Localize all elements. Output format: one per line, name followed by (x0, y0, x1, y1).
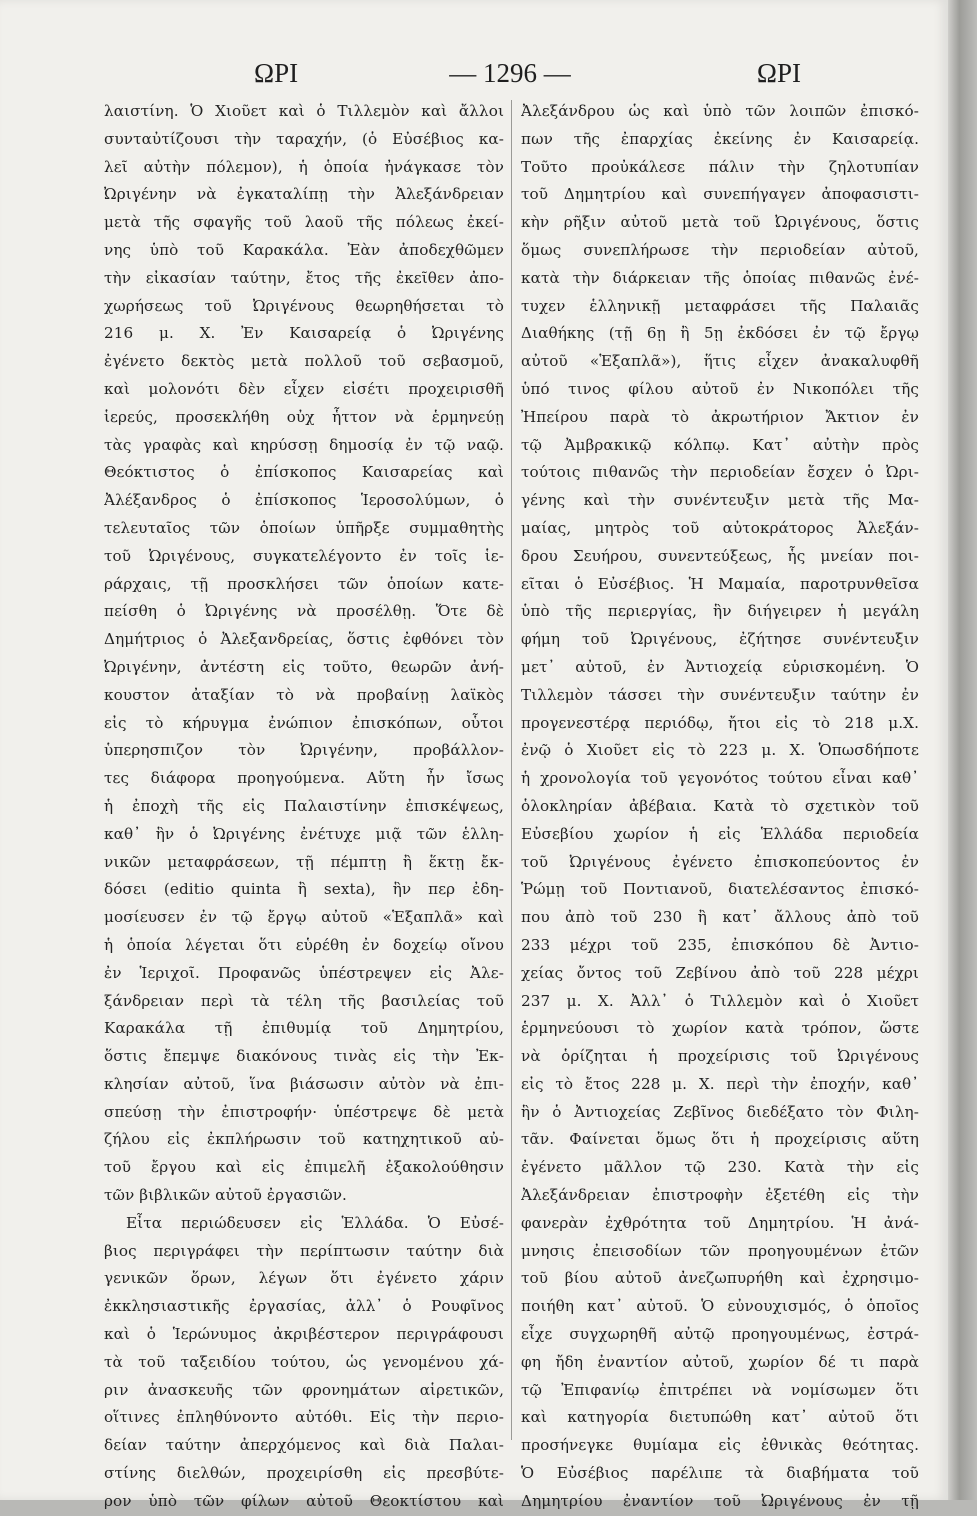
text-line: λεῖ αὐτὴν πόλεμον), ἡ ὁποία ἠνάγκασε τὸν (104, 157, 504, 176)
text-line: Ἠπείρου παρὰ τὸ ἀκρωτήριον Ἄκτιον ἐν (521, 407, 919, 426)
text-line: γένης καὶ τὴν συνέντευξιν μετὰ τῆς Μα- (521, 491, 919, 510)
column-divider (511, 100, 512, 1440)
text-line: ξάνδρειαν περὶ τὰ τέλη τῆς βασιλείας τοῦ (104, 991, 504, 1010)
text-line: εἶχε συγχωρηθῆ αὐτῷ προηγουμένως, ἐστρά- (521, 1325, 919, 1344)
text-line: 216 μ. Χ. Ἐν Καισαρείᾳ ὁ Ὠριγένης (104, 324, 504, 343)
text-line: τοῦ Ὠριγένους ἐγένετο ἐπισκοπεύοντος ἐν (521, 852, 919, 871)
text-line: φανερὰν ἐχθρότητα τοῦ Δημητρίου. Ἡ ἀνά- (521, 1213, 919, 1232)
text-line: γενικῶν ὅρων, λέγων ὅτι ἐγένετο χάριν (104, 1269, 504, 1288)
text-line: χείας ὄντος τοῦ Ζεβίνου ἀπὸ τοῦ 228 μέχρι (521, 963, 919, 982)
text-line: εἰς τὸ ἔτος 228 μ. Χ. περὶ τὴν ἐποχήν, καθ᾽ (521, 1074, 919, 1093)
text-line: προγενεστέρᾳ περιόδῳ, ἤτοι εἰς τὸ 218 μ.Χ. (521, 713, 919, 732)
text-line: ριν ἀνασκευῆς τῶν φρονημάτων αἱρετικῶν, (104, 1380, 504, 1399)
text-line: ἐνῷ ὁ Χιοῦετ εἰς τὸ 223 μ. Χ. Ὁπωσδήποτε (521, 741, 919, 760)
text-line: στίνης διελθών, προχειρίσθη εἰς πρεσβύτε- (104, 1464, 504, 1483)
text-line: 237 μ. Χ. Ἀλλ᾽ ὁ Τιλλεμὸν καὶ ὁ Χιοῦετ (521, 991, 919, 1010)
text-line: καὶ κατηγορία διετυπώθη κατ᾽ αὐτοῦ ὅτι (521, 1408, 919, 1427)
text-line: σπεύσῃ τὴν ἐπιστροφήν· ὑπέστρεψε δὲ μετὰ (104, 1102, 504, 1121)
book-spine-edge (948, 0, 977, 1500)
text-line: μνησις ἐπεισοδίων τῶν προηγουμένων ἐτῶν (521, 1241, 919, 1260)
text-line: ἡ ἐποχὴ τῆς εἰς Παλαιστίνην ἐπισκέψεως, (104, 796, 504, 815)
text-line: χωρήσεως τοῦ Ὠριγένους θεωρηθήσεται τὸ (104, 296, 504, 315)
text-line: κατὰ τὴν διάρκειαν τῆς ὁποίας πιθανῶς ἐνέ- (521, 268, 919, 287)
text-line: τὰς γραφὰς καὶ κηρύσσῃ δημοσίᾳ ἐν τῷ ναῷ. (104, 435, 504, 454)
running-header (104, 58, 916, 98)
text-line: Ὠριγένην, ἀντέστη εἰς τοῦτο, θεωρῶν ἀνή- (104, 657, 504, 676)
text-line: εἰς τὸ κήρυγμα ἐνώπιον ἐπισκόπων, οὗτοι (104, 713, 504, 732)
text-line: Ὁ Εὐσέβιος παρέλιπε τὰ διαβήματα τοῦ (521, 1464, 919, 1483)
text-line: Τιλλεμὸν τάσσει τὴν συνέντευξιν ταύτην ἐν (521, 685, 919, 704)
text-line: μετ᾽ αὐτοῦ, ἐν Ἀντιοχείᾳ εὑρισκομένη. Ὁ (521, 657, 919, 676)
text-line: ὅστις ἔπεμψε διακόνους τινὰς εἰς τὴν Ἐκ- (104, 1047, 504, 1066)
text-line: αὐτοῦ «Ἑξαπλᾶ»), ἥτις εἶχεν ἀνακαλυφθῆ (521, 352, 919, 371)
text-line: εῖται ὁ Εὐσέβιος. Ἡ Μαμαία, παροτρυνθεῖσα (521, 574, 919, 593)
text-line: καὶ ὁ Ἱερώνυμος ἀκριβέστερον περιγράφουσι (104, 1325, 504, 1344)
text-line: Ῥώμῃ τοῦ Ποντιανοῦ, διατελέσαντος ἐπισκό- (521, 880, 919, 899)
text-line: καὶ μολονότι δὲν εἶχεν εἰσέτι προχειρισθῆ (104, 379, 504, 398)
text-line: Ἀλεξάνδρου ὡς καὶ ὑπὸ τῶν λοιπῶν ἐπισκό- (521, 102, 919, 120)
text-line: Καρακάλα τῇ ἐπιθυμίᾳ τοῦ Δημητρίου, (104, 1019, 504, 1038)
text-line: τυχεν ἑλληνικῇ μεταφράσει τῆς Παλαιᾶς (521, 296, 919, 315)
text-line: ἐγένετο μᾶλλον τῷ 230. Κατὰ τὴν εἰς (521, 1158, 919, 1177)
text-line: τοῦ Δημητρίου καὶ συνεπήγαγεν ἀποφασιστι- (521, 185, 919, 204)
text-line: κὴν ρῆξιν αὐτοῦ μετὰ τοῦ Ὠριγένους, ὅστις (521, 213, 919, 232)
text-line: ὅμως συνεπλήρωσε τὴν περιοδείαν αὐτοῦ, (521, 240, 919, 259)
text-line: νικῶν μεταφράσεων, τῇ πέμπτῃ ἢ ἕκτῃ ἔκ- (104, 852, 504, 871)
text-line: ἐκκλησιαστικῆς ἐργασίας, ἀλλ᾽ ὁ Ρουφῖνος (104, 1297, 504, 1316)
text-line: τὴν εἰκασίαν ταύτην, ἔτος τῆς ἐκεῖθεν ἀπο- (104, 268, 504, 287)
text-line: ράρχαις, τῇ προσκλήσει τῶν ὁποίων κατε- (104, 574, 504, 593)
left-column (104, 98, 504, 1516)
text-line: κλησίαν αὐτοῦ, ἵνα βιάσωσιν αὐτὸν νὰ ἐπι- (104, 1074, 504, 1093)
text-line: νης ὑπὸ τοῦ Καρακάλα. Ἐὰν ἀποδεχθῶμεν (104, 240, 504, 259)
text-line: φήμη τοῦ Ὠριγένους, ἐζήτησε συνέντευξιν (521, 630, 919, 649)
text-line: τες διάφορα προηγούμενα. Αὕτη ἦν ἴσως (104, 769, 504, 788)
text-line: Δημήτριος ὁ Ἀλεξανδρείας, ὅστις ἐφθόνει τὸν (104, 630, 504, 649)
text-line: ζήλου εἰς ἐκπλήρωσιν τοῦ κατηχητικοῦ αὐ- (104, 1130, 504, 1149)
text-line: νὰ ὁρίζηται ἡ προχείρισις τοῦ Ὠριγένους (521, 1047, 919, 1066)
text-line: ἐν Ἱεριχοῖ. Προφανῶς ὑπέστρεψεν εἰς Ἀλε- (104, 963, 504, 982)
text-line: προσήνεγκε θυμίαμα εἰς ἐθνικὰς θεότητας. (521, 1436, 919, 1455)
text-line: βιος περιγράφει τὴν περίπτωσιν ταύτην διὰ (104, 1241, 504, 1260)
text-line: πείσθη ὁ Ὠριγένης νὰ προσέλθῃ. Ὅτε δὲ (104, 602, 504, 621)
text-line: οἵτινες ἐπληθύνοντο αὐτόθι. Εἰς τὴν περιο- (104, 1408, 504, 1427)
header-right-title: ΩΡΙ (756, 58, 801, 88)
text-line: τᾶν. Φαίνεται ὅμως ὅτι ἡ προχείρισις αὕτη (521, 1130, 919, 1149)
text-line: πων τῆς ἐπαρχίας ἐκείνης ἐν Καισαρείᾳ. (521, 129, 919, 148)
text-line: καθ᾽ ἣν ὁ Ὠριγένης ἐνέτυχε μιᾷ τῶν ἑλλη- (104, 824, 504, 843)
text-line: τῶν βιβλικῶν αὐτοῦ ἐργασιῶν. (104, 1186, 347, 1205)
header-left-title: ΩΡΙ (254, 58, 299, 88)
text-line: μετὰ τῆς σφαγῆς τοῦ λαοῦ τῆς πόλεως ἐκεί- (104, 213, 504, 232)
text-line: δείαν ταύτην ἀπερχόμενος καὶ διὰ Παλαι- (104, 1436, 504, 1455)
text-line: δόσει (editio quinta ἢ sexta), ἣν περ ἐδη- (104, 880, 504, 899)
text-line: τοῦ ἔργου καὶ εἰς ἐπιμελῆ ἐξακολούθησιν (104, 1158, 504, 1177)
text-line: ἣν ὁ Ἀντιοχείας Ζεβῖνος διεδέξατο τὸν Φιλη- (521, 1102, 919, 1121)
text-line: Εἶτα περιώδευσεν εἰς Ἑλλάδα. Ὁ Εὐσέ- (126, 1213, 504, 1232)
text-line: Δημητρίου ἐναντίον τοῦ Ὠριγένους ἐν τῇ (521, 1491, 919, 1510)
text-line: ὑπό τινος φίλου αὐτοῦ ἐν Νικοπόλει τῆς (521, 379, 919, 398)
text-line: τῷ Ἀμβρακικῷ κόλπῳ. Κατ᾽ αὐτὴν πρὸς (521, 435, 919, 454)
text-line: ἡ χρονολογία τοῦ γεγονότος τούτου εἶναι καθ᾽ (521, 769, 919, 788)
text-line: ἱερεύς, προσεκλήθη οὐχ ἧττον νὰ ἑρμηνεύῃ (104, 407, 504, 426)
text-line: 233 μέχρι τοῦ 235, ἐπισκόπου δὲ Ἀντιο- (521, 935, 919, 954)
text-line: ὑπερησπιζον τὸν Ὠριγένην, προβάλλον- (104, 741, 504, 760)
text-line: Ὠριγένην νὰ ἐγκαταλίπῃ τὴν Ἀλεξάνδρειαν (104, 185, 504, 204)
text-line: ἑρμηνεύουσι τὸ χωρίον κατὰ τρόπον, ὥστε (521, 1019, 919, 1038)
text-line: μαίας, μητρὸς τοῦ αὐτοκράτορος Ἀλεξάν- (521, 518, 919, 537)
right-column (521, 98, 919, 1516)
text-line: Τοῦτο προὐκάλεσε πάλιν τὴν ζηλοτυπίαν (521, 157, 919, 176)
text-line: δρου Σευήρου, συνεντεύξεως, ἧς μνείαν ποι- (521, 546, 919, 565)
text-line: Θεόκτιστος ὁ ἐπίσκοπος Καισαρείας καὶ (104, 463, 504, 482)
text-line: λαιστίνη. Ὁ Χιοῦετ καὶ ὁ Τιλλεμὸν καὶ ἄλλοι (104, 102, 504, 120)
text-line: που ἀπὸ τοῦ 230 ἢ κατ᾽ ἄλλους ἀπὸ τοῦ (521, 908, 919, 927)
text-line: Ἀλεξάνδρειαν ἐπιστροφὴν ἐξετέθη εἰς τὴν (521, 1186, 919, 1205)
text-line: τούτοις πιθανῶς τὴν περιοδείαν ἔσχεν ὁ Ὠρι- (521, 463, 919, 482)
text-line: ἐγένετο δεκτὸς μετὰ πολλοῦ τοῦ σεβασμοῦ, (104, 352, 504, 371)
text-line: μοσίευσεν ἐν τῷ ἔργῳ αὐτοῦ «Ἑξαπλᾶ» καὶ (104, 908, 504, 927)
text-line: ὁλοκληρίαν ἀβέβαια. Κατὰ τὸ σχετικὸν τοῦ (521, 796, 919, 815)
text-line: τοῦ Ὠριγένους, συγκατελέγοντο ἐν τοῖς ἱε- (104, 546, 504, 565)
text-line: ποιήθη κατ᾽ αὐτοῦ. Ὁ εὐνουχισμός, ὁ ὁποῖος (521, 1297, 919, 1316)
page-number: — 1296 — (449, 58, 571, 88)
text-line: Ἀλέξανδρος ὁ ἐπίσκοπος Ἱεροσολύμων, ὁ (104, 491, 504, 510)
text-line: ἡ ὁποία λέγεται ὅτι εὑρέθη ἐν δοχείῳ οἴνου (104, 935, 504, 954)
text-line: Διαθήκης (τῇ 6ῃ ἢ 5ῃ ἐκδόσει ἐν τῷ ἔργῳ (521, 324, 919, 343)
text-line: Εὐσεβίου χωρίον ἡ εἰς Ἑλλάδα περιοδεία (521, 824, 919, 843)
text-line: ὑπὸ τῆς περιεργίας, ἣν διήγειρεν ἡ μεγάλη (521, 602, 919, 621)
text-line: τὰ τοῦ ταξειδίου τούτου, ὡς γενομένου χά- (104, 1352, 504, 1371)
text-line: τοῦ βίου αὐτοῦ ἀνεζωπυρήθη καὶ ἐχρησιμο- (521, 1269, 919, 1288)
text-line: τελευταῖος τῶν ὁποίων ὑπῆρξε συμμαθητὴς (104, 518, 504, 537)
text-line: ρον ὑπὸ τῶν φίλων αὐτοῦ Θεοκτίστου καὶ (104, 1491, 504, 1510)
text-line: συνταὐτίζουσι τὴν ταραχήν, (ὁ Εὐσέβιος κα- (104, 129, 504, 148)
text-line: φη ἤδη ἐναντίον αὐτοῦ, χωρίον δέ τι παρὰ (521, 1352, 919, 1371)
text-line: κουστον ἀταξίαν τὸ νὰ προβαίνῃ λαϊκὸς (104, 685, 504, 704)
text-line: τῷ Ἐπιφανίῳ ἐπιτρέπει νὰ νομίσωμεν ὅτι (521, 1380, 919, 1399)
